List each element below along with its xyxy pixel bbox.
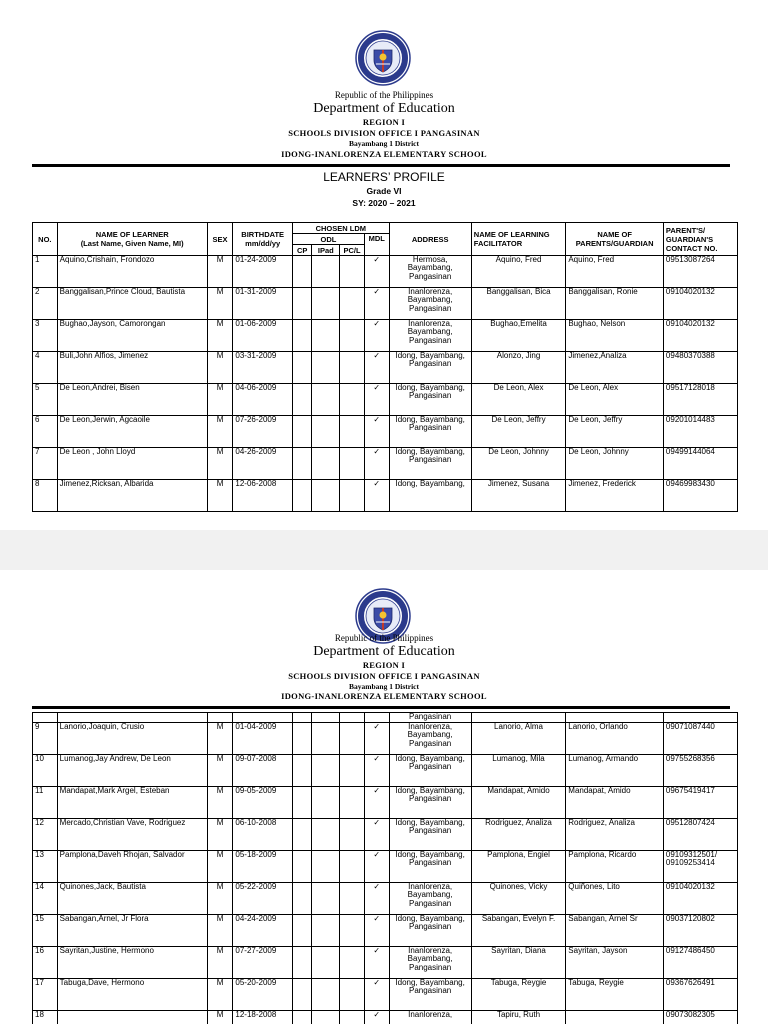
cell-pcl — [340, 883, 365, 915]
cell-parent: Jimenez, Frederick — [566, 480, 664, 512]
cell-learner-name — [57, 1011, 207, 1024]
cell-no: 14 — [33, 883, 58, 915]
cell-mdl-check: ✓ — [364, 755, 389, 787]
col-contact: PARENT'S/ GUARDIAN'S CONTACT NO. — [663, 223, 737, 256]
table-row — [33, 320, 738, 352]
document-grade: Grade VI — [366, 186, 402, 196]
cell-learner-name: Bughao,Jayson, Camorongan — [57, 320, 207, 352]
cell-address: Idong, Bayambang, Pangasinan — [389, 915, 471, 947]
cell-birthdate: 05-22-2009 — [233, 883, 293, 915]
table-row — [33, 1011, 738, 1024]
cell-learner-name: Banggalisan,Prince Cloud, Bautista — [57, 288, 207, 320]
cell-ipad — [312, 288, 340, 320]
cell-pcl — [340, 1011, 365, 1024]
cell-cp — [292, 480, 312, 512]
cell-learner-name: Buli,John Alfios, Jimenez — [57, 352, 207, 384]
col-birthdate: BIRTHDATE mm/dd/yy — [233, 223, 293, 256]
learners-table-page-1 — [32, 222, 738, 512]
cell-address: Idong, Bayambang, Pangasinan — [389, 979, 471, 1011]
cell-no: 18 — [33, 1011, 58, 1024]
cell-address: Idong, Bayambang, Pangasinan — [389, 755, 471, 787]
cell-pcl — [340, 787, 365, 819]
cell-no: 16 — [33, 947, 58, 979]
cell-learner-name: Quinones,Jack, Bautista — [57, 883, 207, 915]
cell-cp — [292, 256, 312, 288]
cell-ipad — [312, 448, 340, 480]
header-division: SCHOOLS DIVISION OFFICE I PANGASINAN — [288, 671, 480, 681]
cell-sex: M — [207, 723, 233, 755]
cell-ipad — [312, 480, 340, 512]
cell-parent: De Leon, Jeffry — [566, 416, 664, 448]
cell-contact: 09073082305 — [663, 1011, 737, 1024]
cell-pcl — [340, 416, 365, 448]
cell-mdl-check: ✓ — [364, 384, 389, 416]
cell-cp — [292, 723, 312, 755]
table-row — [33, 979, 738, 1011]
table-row — [33, 883, 738, 915]
header-region: REGION I — [362, 117, 406, 127]
cell-no: 1 — [33, 256, 58, 288]
col-pcl: PC/L — [340, 245, 365, 256]
cell-birthdate: 03-31-2009 — [233, 352, 293, 384]
cell-pcl — [340, 384, 365, 416]
table-row — [33, 416, 738, 448]
cell-sex: M — [207, 1011, 233, 1024]
cell-learner-name: Sayritan,Justine, Hermono — [57, 947, 207, 979]
cell-parent: Banggalisan, Ronie — [566, 288, 664, 320]
cell-parent: Lanorio, Orlando — [566, 723, 664, 755]
cell-cp — [292, 819, 312, 851]
cell-address: Inanlorenza, Bayambang, Pangasinan — [389, 320, 471, 352]
cell-no: 7 — [33, 448, 58, 480]
cell-sex: M — [207, 883, 233, 915]
cell-no: 17 — [33, 979, 58, 1011]
cell-sex: M — [207, 787, 233, 819]
cell-sex: M — [207, 320, 233, 352]
cell-contact: 09512807424 — [663, 819, 737, 851]
cell-cp — [292, 947, 312, 979]
cell-sex: M — [207, 288, 233, 320]
cell-cp — [292, 320, 312, 352]
cell-mdl-check: ✓ — [364, 947, 389, 979]
cell-ipad — [312, 883, 340, 915]
col-name: NAME OF LEARNER (Last Name, Given Name, MI) — [57, 223, 207, 256]
table-row-continuation — [33, 713, 738, 723]
cell-cp — [292, 755, 312, 787]
cell-address: Pangasinan — [389, 713, 471, 723]
cell-mdl-check: ✓ — [364, 915, 389, 947]
cell-ipad — [312, 723, 340, 755]
col-parent: NAME OF PARENTS/GUARDIAN — [566, 223, 664, 256]
cell-birthdate: 09-07-2008 — [233, 755, 293, 787]
cell-contact: 09104020132 — [663, 883, 737, 915]
header-department: Department of Education — [313, 644, 455, 659]
cell-learner-name: Lumanog,Jay Andrew, De Leon — [57, 755, 207, 787]
cell-learner-name: Tabuga,Dave, Hermono — [57, 979, 207, 1011]
cell-learner-name: Mandapat,Mark Argel, Esteban — [57, 787, 207, 819]
cell-address: Inanlorenza, — [389, 1011, 471, 1024]
header-region: REGION I — [362, 660, 406, 670]
cell-mdl-check: ✓ — [364, 416, 389, 448]
cell-contact: 09109312501/ 09109253414 — [663, 851, 737, 883]
cell-pcl — [340, 480, 365, 512]
cell-address: Inanlorenza, Bayambang, Pangasinan — [389, 723, 471, 755]
cell-birthdate: 05-20-2009 — [233, 979, 293, 1011]
cell-pcl — [340, 352, 365, 384]
cell-facilitator: Alonzo, Jing — [471, 352, 566, 384]
cell-sex: M — [207, 416, 233, 448]
table-row — [33, 819, 738, 851]
cell-pcl — [340, 723, 365, 755]
cell-address: Hermosa, Bayambang, Pangasinan — [389, 256, 471, 288]
cell-sex: M — [207, 352, 233, 384]
cell-ipad — [312, 352, 340, 384]
cell-cp — [292, 1011, 312, 1024]
cell-ipad — [312, 979, 340, 1011]
cell-address: Idong, Bayambang, Pangasinan — [389, 352, 471, 384]
cell-parent: Jimenez,Analiza — [566, 352, 664, 384]
cell-address: Idong, Bayambang, Pangasinan — [389, 819, 471, 851]
cell-contact: 09480370388 — [663, 352, 737, 384]
table-row — [33, 851, 738, 883]
cell-mdl-check: ✓ — [364, 723, 389, 755]
cell-no: 15 — [33, 915, 58, 947]
cell-contact: 09675419417 — [663, 787, 737, 819]
cell-ipad — [312, 787, 340, 819]
header-republic: Republic of the Philippines — [334, 90, 434, 100]
cell-birthdate: 12-06-2008 — [233, 480, 293, 512]
cell-ipad — [312, 320, 340, 352]
cell-birthdate: 05-18-2009 — [233, 851, 293, 883]
cell-birthdate: 04-06-2009 — [233, 384, 293, 416]
table-row — [33, 384, 738, 416]
cell-sex: M — [207, 256, 233, 288]
cell-pcl — [340, 947, 365, 979]
document-page-2 — [0, 570, 768, 1024]
cell-ipad — [312, 755, 340, 787]
cell-sex: M — [207, 851, 233, 883]
header-rule — [32, 706, 730, 709]
cell-no: 13 — [33, 851, 58, 883]
cell-ipad — [312, 819, 340, 851]
cell-learner-name: Mercado,Christian Vave, Rodriguez — [57, 819, 207, 851]
cell-cp — [292, 979, 312, 1011]
cell-learner-name: De Leon,Andrei, Bisen — [57, 384, 207, 416]
cell-facilitator: Pamplona, Engiel — [471, 851, 566, 883]
col-ipad: IPad — [312, 245, 340, 256]
cell-sex: M — [207, 384, 233, 416]
cell-parent: Tabuga, Reygie — [566, 979, 664, 1011]
cell-parent: Quiñones, Lito — [566, 883, 664, 915]
cell-learner-name: Aquino,Crishain, Frondozo — [57, 256, 207, 288]
cell-contact: 09104020132 — [663, 288, 737, 320]
header-rule — [32, 164, 730, 167]
cell-birthdate: 01-24-2009 — [233, 256, 293, 288]
cell-facilitator: Sabangan, Evelyn F. — [471, 915, 566, 947]
cell-pcl — [340, 448, 365, 480]
cell-mdl-check: ✓ — [364, 320, 389, 352]
cell-contact: 09037120802 — [663, 915, 737, 947]
table-row — [33, 448, 738, 480]
cell-cp — [292, 883, 312, 915]
cell-parent: Aquino, Fred — [566, 256, 664, 288]
cell-ipad — [312, 947, 340, 979]
cell-facilitator: Aquino, Fred — [471, 256, 566, 288]
cell-cp — [292, 384, 312, 416]
table-row — [33, 480, 738, 512]
cell-birthdate: 07-26-2009 — [233, 416, 293, 448]
cell-mdl-check: ✓ — [364, 851, 389, 883]
cell-mdl-check: ✓ — [364, 883, 389, 915]
cell-learner-name: De Leon,Jerwin, Agcaoile — [57, 416, 207, 448]
cell-pcl — [340, 915, 365, 947]
cell-mdl-check: ✓ — [364, 288, 389, 320]
cell-birthdate: 07-27-2009 — [233, 947, 293, 979]
cell-no: 8 — [33, 480, 58, 512]
cell-sex: M — [207, 947, 233, 979]
cell-contact: 09513087264 — [663, 256, 737, 288]
cell-ipad — [312, 1011, 340, 1024]
cell-parent: De Leon, Johnny — [566, 448, 664, 480]
cell-mdl-check: ✓ — [364, 819, 389, 851]
cell-pcl — [340, 851, 365, 883]
cell-parent — [566, 1011, 664, 1024]
cell-sex: M — [207, 448, 233, 480]
cell-mdl-check: ✓ — [364, 1011, 389, 1024]
cell-learner-name: Jimenez,Ricksan, Albarida — [57, 480, 207, 512]
cell-address: Inanlorenza, Bayambang, Pangasinan — [389, 883, 471, 915]
document-school-year: SY: 2020 – 2021 — [352, 198, 416, 208]
cell-parent: Pamplona, Ricardo — [566, 851, 664, 883]
cell-mdl-check: ✓ — [364, 352, 389, 384]
cell-birthdate: 09-05-2009 — [233, 787, 293, 819]
cell-address: Idong, Bayambang, Pangasinan — [389, 384, 471, 416]
table-row — [33, 256, 738, 288]
cell-sex: M — [207, 755, 233, 787]
cell-facilitator: Bughao,Emelita — [471, 320, 566, 352]
col-facilitator: NAME OF LEARNING FACILITATOR — [471, 223, 566, 256]
cell-learner-name: De Leon , John Lloyd — [57, 448, 207, 480]
table-row — [33, 288, 738, 320]
cell-mdl-check: ✓ — [364, 787, 389, 819]
cell-pcl — [340, 755, 365, 787]
table-row — [33, 723, 738, 755]
cell-facilitator: Lumanog, Mila — [471, 755, 566, 787]
cell-contact: 09071087440 — [663, 723, 737, 755]
cell-birthdate: 04-26-2009 — [233, 448, 293, 480]
cell-no: 4 — [33, 352, 58, 384]
cell-birthdate: 06-10-2008 — [233, 819, 293, 851]
cell-cp — [292, 448, 312, 480]
cell-birthdate: 01-06-2009 — [233, 320, 293, 352]
cell-facilitator: Tapiru, Ruth — [471, 1011, 566, 1024]
cell-address: Idong, Bayambang, Pangasinan — [389, 787, 471, 819]
cell-mdl-check: ✓ — [364, 979, 389, 1011]
col-cp: CP — [292, 245, 312, 256]
cell-ipad — [312, 256, 340, 288]
cell-cp — [292, 352, 312, 384]
cell-no: 10 — [33, 755, 58, 787]
header-district: Bayambang 1 District — [349, 139, 419, 148]
cell-parent: Mandapat, Amido — [566, 787, 664, 819]
cell-facilitator: Tabuga, Reygie — [471, 979, 566, 1011]
cell-no: 5 — [33, 384, 58, 416]
cell-contact: 09201014483 — [663, 416, 737, 448]
cell-contact: 09517128018 — [663, 384, 737, 416]
cell-cp — [292, 787, 312, 819]
cell-learner-name: Pamplona,Daveh Rhojan, Salvador — [57, 851, 207, 883]
cell-contact: 09104020132 — [663, 320, 737, 352]
cell-contact: 09367626491 — [663, 979, 737, 1011]
cell-parent: Sabangan, Arnel Sr — [566, 915, 664, 947]
col-chosen-ldm: CHOSEN LDM — [292, 223, 389, 234]
cell-birthdate: 01-31-2009 — [233, 288, 293, 320]
cell-contact: 09469983430 — [663, 480, 737, 512]
cell-sex: M — [207, 979, 233, 1011]
cell-sex: M — [207, 480, 233, 512]
cell-cp — [292, 851, 312, 883]
cell-ipad — [312, 915, 340, 947]
cell-no: 3 — [33, 320, 58, 352]
cell-birthdate: 12-18-2008 — [233, 1011, 293, 1024]
header-department: Department of Education — [313, 101, 455, 116]
page-gap — [0, 530, 768, 570]
document-title: LEARNERS’ PROFILE — [323, 170, 445, 184]
cell-ipad — [312, 416, 340, 448]
cell-address: Idong, Bayambang, — [389, 480, 471, 512]
cell-no: 9 — [33, 723, 58, 755]
cell-facilitator: De Leon, Johnny — [471, 448, 566, 480]
cell-sex: M — [207, 819, 233, 851]
col-mdl: MDL — [364, 234, 389, 256]
cell-no: 2 — [33, 288, 58, 320]
cell-facilitator: Jimenez, Susana — [471, 480, 566, 512]
header-republic: Republic of the Philippines — [334, 633, 434, 643]
table-row — [33, 947, 738, 979]
table-row — [33, 787, 738, 819]
cell-parent: Rodriguez, Analiza — [566, 819, 664, 851]
cell-address: Inanlorenza, Bayambang, Pangasinan — [389, 288, 471, 320]
cell-facilitator: Quinones, Vicky — [471, 883, 566, 915]
col-sex: SEX — [207, 223, 233, 256]
cell-facilitator: De Leon, Jeffry — [471, 416, 566, 448]
cell-birthdate: 01-04-2009 — [233, 723, 293, 755]
cell-cp — [292, 416, 312, 448]
cell-mdl-check: ✓ — [364, 256, 389, 288]
header-district: Bayambang 1 District — [349, 682, 419, 691]
cell-no: 11 — [33, 787, 58, 819]
header-school: IDONG-INANLORENZA ELEMENTARY SCHOOL — [281, 691, 487, 701]
cell-pcl — [340, 320, 365, 352]
cell-facilitator: Sayritan, Diana — [471, 947, 566, 979]
cell-parent: Lumanog, Armando — [566, 755, 664, 787]
cell-address: Inanlorenza, Bayambang, Pangasinan — [389, 947, 471, 979]
cell-no: 12 — [33, 819, 58, 851]
cell-facilitator: Mandapat, Amido — [471, 787, 566, 819]
cell-parent: De Leon, Alex — [566, 384, 664, 416]
cell-address: Idong, Bayambang, Pangasinan — [389, 851, 471, 883]
deped-seal-icon — [355, 30, 411, 86]
header-school: IDONG-INANLORENZA ELEMENTARY SCHOOL — [281, 149, 487, 159]
cell-pcl — [340, 256, 365, 288]
cell-ipad — [312, 384, 340, 416]
cell-contact: 09755268356 — [663, 755, 737, 787]
table-row — [33, 352, 738, 384]
table-row — [33, 755, 738, 787]
cell-mdl-check: ✓ — [364, 448, 389, 480]
cell-facilitator: Rodriguez, Analiza — [471, 819, 566, 851]
cell-address: Idong, Bayambang, Pangasinan — [389, 416, 471, 448]
col-no: NO. — [33, 223, 58, 256]
cell-cp — [292, 288, 312, 320]
table-row — [33, 915, 738, 947]
learners-table-page-2 — [32, 712, 738, 1024]
cell-pcl — [340, 979, 365, 1011]
cell-pcl — [340, 288, 365, 320]
col-address: ADDRESS — [389, 223, 471, 256]
cell-ipad — [312, 851, 340, 883]
cell-learner-name: Lanorio,Joaquin, Crusio — [57, 723, 207, 755]
cell-facilitator: Lanorio, Alma — [471, 723, 566, 755]
header-division: SCHOOLS DIVISION OFFICE I PANGASINAN — [288, 128, 480, 138]
cell-parent: Bughao, Nelson — [566, 320, 664, 352]
cell-learner-name: Sabangan,Arnel, Jr Flora — [57, 915, 207, 947]
cell-sex: M — [207, 915, 233, 947]
cell-no: 6 — [33, 416, 58, 448]
cell-facilitator: Banggalisan, Bica — [471, 288, 566, 320]
col-odl: ODL — [292, 234, 364, 245]
cell-pcl — [340, 819, 365, 851]
cell-birthdate: 04-24-2009 — [233, 915, 293, 947]
cell-contact: 09499144064 — [663, 448, 737, 480]
cell-cp — [292, 915, 312, 947]
cell-address: Idong, Bayambang, Pangasinan — [389, 448, 471, 480]
cell-contact: 09127486450 — [663, 947, 737, 979]
cell-mdl-check: ✓ — [364, 480, 389, 512]
cell-facilitator: De Leon, Alex — [471, 384, 566, 416]
cell-parent: Sayritan, Jayson — [566, 947, 664, 979]
